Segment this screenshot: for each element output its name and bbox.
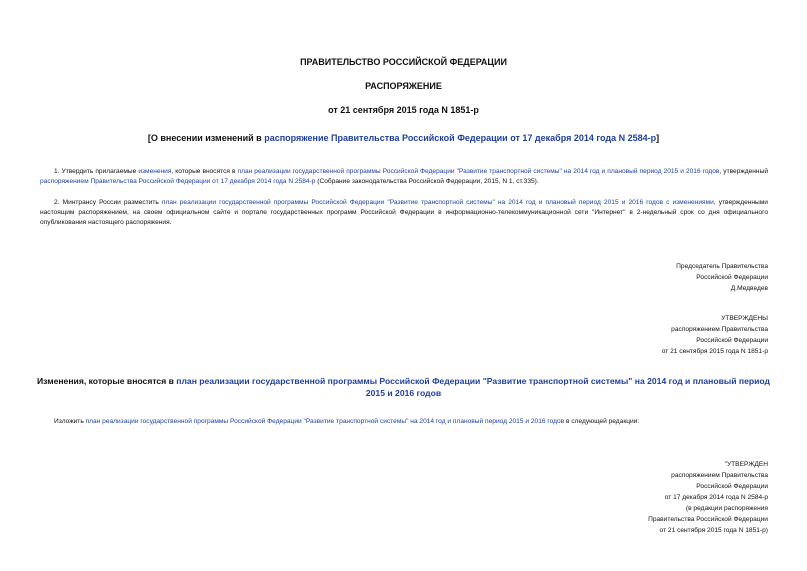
signature-line-1: Председатель Правительства [676,263,768,270]
government-heading: ПРАВИТЕЛЬСТВО РОССИЙСКОЙ ФЕДЕРАЦИИ [300,57,507,67]
statement-text-2: в следующей редакции: [564,418,640,425]
approval2-line-1: "УТВЕРЖДЕН [724,461,768,468]
plan-with-changes-link[interactable]: план реализации государственной программы Российской Федерации "Развитие транспортной системы" на 2014 год и плановый период 2015 и 2016 годов с изменениями [161,199,714,206]
signature-line-2: Российской Федерации [696,274,768,281]
approval-stamp [662,313,768,357]
approval2-line-2: распоряжением Правительства [671,472,768,479]
paragraph-1-text-1: 1. Утвердить прилагаемые [54,168,139,175]
paragraph-2 [40,198,768,228]
order-2584-link[interactable]: распоряжением Правительства Российской Федерации от 17 декабря 2014 года N 2584-р [40,178,316,185]
approval2-line-4: от 17 декабря 2014 года N 2584-р [664,494,768,501]
title-suffix: ] [656,133,660,143]
changes-link[interactable]: изменения [138,168,172,175]
document-date-number: от 21 сентября 2015 года N 1851-р [328,105,479,115]
approval-line-1: УТВЕРЖДЕНЫ [721,315,768,322]
approval2-line-5: (в редакции распоряжения [685,505,768,512]
statement-plan-link[interactable]: план реализации государственной программы Российской Федерации "Развитие транспортной системы" на 2014 год и плановый период 2015 и 2016 годов [85,418,565,425]
paragraph-2-text-2: , утвержденными настоящим распоряжением, на своем официальном сайте и портале государственных программ Российской Федерации в информационно-телекоммуникационной сети "Интернет" в 2-недельный срок со дня официального опубликования настоящего распоряжения. [40,199,768,226]
document-type-heading: РАСПОРЯЖЕНИЕ [365,81,442,91]
statement-text-1: Изложить [54,418,86,425]
approval2-line-3: Российской Федерации [696,483,768,490]
approval2-line-7: от 21 сентября 2015 года N 1851-р) [659,527,768,534]
approval-stamp-2 [648,459,768,536]
changes-heading-prefix: Изменения, которые вносятся в [37,376,177,386]
changes-heading-link[interactable]: план реализации государственной программы Российской Федерации "Развитие транспортной системы" на 2014 год и плановый период 2015 и 2016 годов [176,376,770,398]
paragraph-1 [40,167,768,187]
approval2-line-6: Правительства Российской Федерации [648,516,768,523]
approval-line-2: распоряжением Правительства [671,326,768,333]
title-prefix: [О внесении изменений в [147,133,265,143]
paragraph-1-text-2: , которые вносятся в [171,168,238,175]
signature-block [676,261,768,294]
approval-line-4: от 21 сентября 2015 года N 1851-р [661,348,768,355]
signature-line-3: Д.Медведев [730,285,768,292]
changes-heading [36,375,771,399]
paragraph-1-text-4: (Собрание законодательства Российской Федерации, 2015, N 1, ст.335). [315,178,539,185]
paragraph-1-text-3: , утвержденный [719,168,768,175]
paragraph-2-text-1: 2. Минтрансу России разместить [54,199,162,206]
plan-link[interactable]: план реализации государственной программы Российской Федерации "Развитие транспортной системы" на 2014 год и плановый период 2015 и 2016 годов [237,168,720,175]
approval-line-3: Российской Федерации [696,337,768,344]
statement-line [54,418,639,425]
title-link[interactable]: распоряжение Правительства Российской Федерации от 17 декабря 2014 года N 2584-р [264,133,657,143]
document-title [0,133,807,143]
